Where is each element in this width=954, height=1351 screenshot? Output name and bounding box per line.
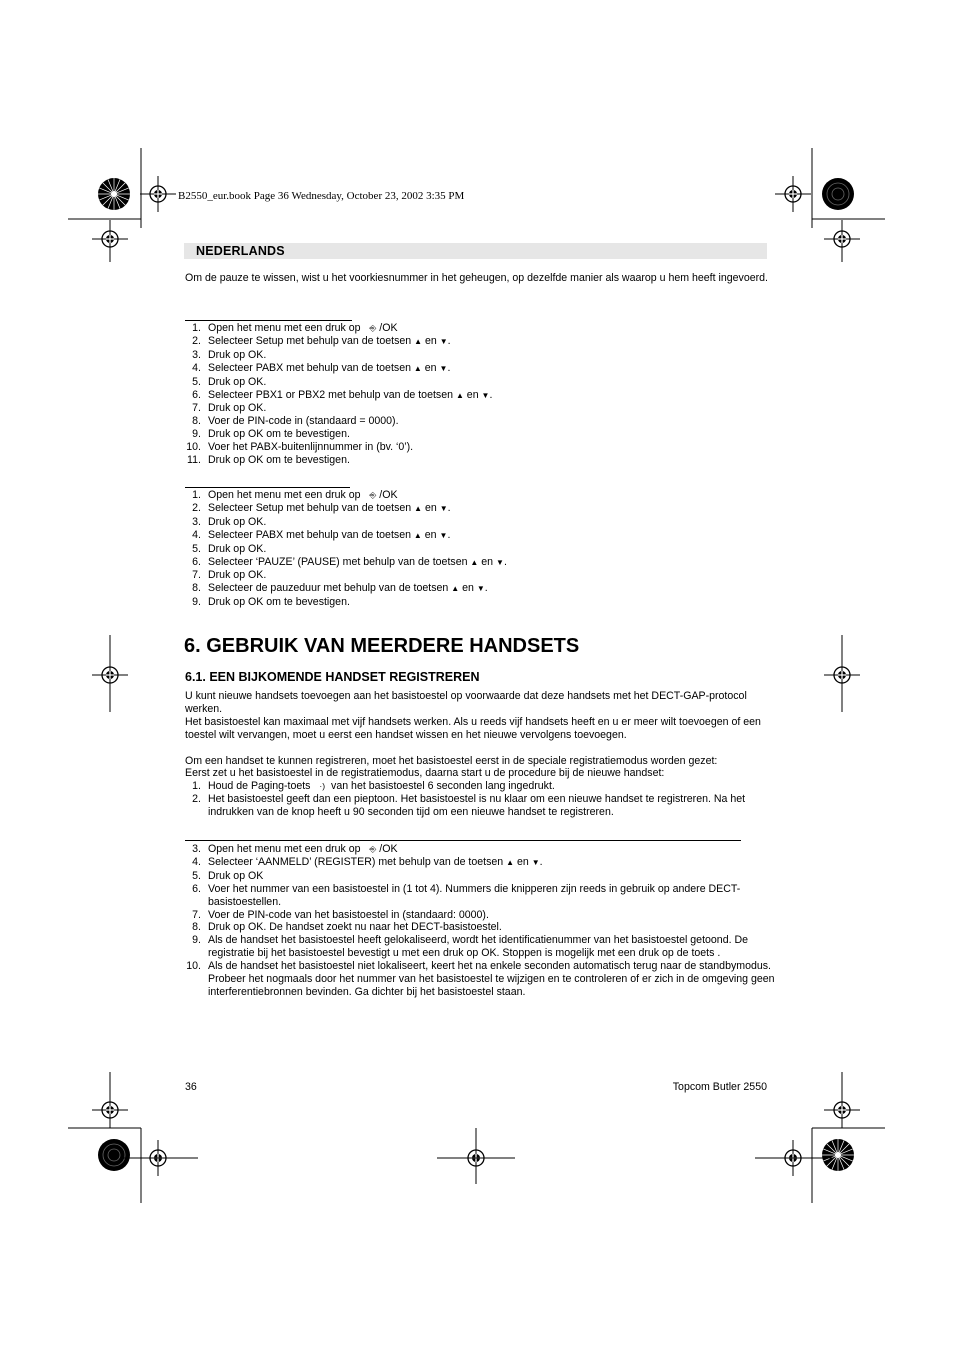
paragraph-procedure: Eerst zet u het basistoestel in de registratiemodus, daarna start u de procedure bij de nieuwe handset: [185, 767, 665, 779]
list-text: Selecteer Setup met behulp van de toetsen [208, 334, 415, 347]
list-text: . [447, 528, 451, 541]
paging-icon: ·) [319, 781, 326, 791]
list-handset [185, 843, 775, 999]
list-text: en [478, 555, 497, 568]
list-text: /OK [379, 489, 398, 501]
list-number: 7. [192, 908, 201, 921]
list-text: en [459, 582, 477, 595]
list-item [185, 793, 775, 819]
list-number: 8. [192, 921, 201, 934]
paragraph-max-handsets: Het basistoestel kan maximaal met vijf handsets werken. Als u reeds vijf handsets heeft en u er meer wilt toevoegen of een toestel wilt vervangen, moet u eerst een handset wissen en het nieuwe vervolgens toevoegen. [185, 716, 761, 741]
list-item [185, 909, 775, 922]
list-number: 3. [192, 348, 201, 361]
paragraph-protocol: U kunt nieuwe handsets toevoegen aan het basistoestel op voorwaarde dat deze handsets met het DECT-GAP-protocol werken. [185, 690, 747, 715]
list-text: Selecteer Setup met behulp van de toetsen [208, 501, 415, 514]
arrow-up-icon: ▲ [506, 857, 515, 867]
list-number: 1. [192, 489, 201, 501]
list-text: Druk op OK om te bevestigen. [208, 428, 350, 441]
arrow-down-icon: ▼ [496, 557, 504, 567]
list-item [185, 489, 507, 502]
list-item [185, 349, 492, 362]
list-text: . [447, 501, 451, 514]
list-item [185, 582, 507, 596]
list-item [185, 441, 492, 454]
list-item [185, 376, 492, 389]
list-item [185, 502, 507, 516]
list-number: 10. [186, 441, 201, 454]
list-text: en [422, 334, 440, 347]
menu-ok-icon: ⎆ [369, 844, 377, 854]
arrow-down-icon: ▼ [476, 584, 485, 594]
list-item [185, 362, 492, 376]
footer-product: Topcom Butler 2550 [672, 1081, 767, 1093]
list-number: 11. [187, 454, 201, 467]
list-text: en [422, 501, 440, 514]
list-item [185, 454, 492, 467]
rule-pause [185, 487, 350, 488]
list-item [185, 402, 492, 415]
list-text: Als de handset het basistoestel heeft gelokaliseerd, wordt het identificatienummer van het basistoestel getoond. De registratie bij het basistoestel bevestigt u met een druk op OK. Stoppen is mogelijk met een druk op de toets . [208, 934, 749, 960]
list-number: 8. [192, 582, 201, 595]
list-number: 5. [192, 375, 201, 388]
section-title: 6. GEBRUIK VAN MEERDERE HANDSETS [184, 635, 580, 657]
list-number: 4. [192, 855, 201, 868]
arrow-up-icon: ▲ [470, 557, 479, 567]
rule-handset [185, 840, 741, 841]
list-number: 4. [192, 528, 201, 541]
list-item [185, 596, 507, 609]
list-number: 5. [192, 542, 201, 555]
list-text: en [514, 855, 532, 868]
list-text: Selecteer ‘PAUZE’ (PAUSE) met behulp van de toetsen [208, 555, 471, 568]
list-number: 9. [192, 596, 201, 609]
list-pause [185, 489, 507, 609]
list-number: 2. [192, 501, 201, 514]
list-pabx [185, 322, 492, 467]
list-number: 1. [192, 322, 201, 334]
list-text: . [489, 388, 493, 401]
list-number: 10. [186, 960, 201, 973]
list-text: Druk op OK. [208, 402, 267, 415]
list-item [185, 960, 775, 999]
list-text: Druk op OK om te bevestigen. [208, 454, 350, 467]
list-text: Open het menu met een druk op [208, 843, 364, 855]
list-number: 1. [192, 780, 201, 792]
list-number: 6. [192, 555, 201, 568]
list-item [185, 516, 507, 529]
list-item [185, 556, 507, 570]
list-number: 7. [192, 402, 201, 415]
arrow-down-icon: ▼ [531, 857, 540, 867]
list-item [185, 335, 492, 349]
list-item [185, 428, 492, 441]
list-item [185, 415, 492, 428]
list-item [185, 780, 775, 793]
arrow-up-icon: ▲ [413, 530, 422, 540]
arrow-down-icon: ▼ [439, 503, 448, 513]
list-text: Selecteer PBX1 or PBX2 met behulp van de toetsen [208, 388, 456, 401]
list-text: Selecteer PABX met behulp van de toetsen [208, 528, 414, 541]
list-item [185, 843, 775, 856]
list-number: 8. [192, 415, 201, 428]
list-text: en [421, 361, 440, 374]
list-item [185, 921, 775, 934]
list-text: /OK [379, 322, 398, 334]
arrow-down-icon: ▼ [439, 336, 448, 346]
rule-pabx [185, 320, 352, 321]
list-number: 2. [192, 334, 201, 347]
list-text: Open het menu met een druk op [208, 489, 364, 501]
list-text: /OK [379, 843, 398, 855]
list-text: Selecteer PABX met behulp van de toetsen [208, 361, 414, 374]
page-number: 36 [185, 1081, 197, 1093]
list-text: . [484, 582, 488, 595]
arrow-up-icon: ▲ [413, 363, 422, 373]
menu-ok-icon: ⎆ [369, 490, 377, 500]
list-text: Druk op OK [208, 869, 264, 882]
list-number: 5. [192, 869, 201, 882]
list-text: van het basistoestel 6 seconden lang ingedrukt. [328, 780, 555, 792]
list-text: Het basistoestel geeft dan een pieptoon. Het basistoestel is nu klaar om een nieuwe handset te registreren. Na het indrukken van de knop heeft u 90 seconden tijd om een nieuwe handset te registreren. [208, 792, 746, 818]
language-label: NEDERLANDS [196, 244, 285, 258]
list-text: Druk op OK. [208, 542, 267, 555]
list-number: 9. [192, 428, 201, 441]
list-text: Druk op OK om te bevestigen. [208, 596, 350, 609]
list-text: Selecteer de pauzeduur met behulp van de toetsen [208, 582, 452, 595]
list-number: 3. [192, 843, 201, 855]
list-text: Voer het PABX-buitenlijnnummer in (bv. ‘0’). [208, 441, 414, 454]
arrow-up-icon: ▲ [455, 390, 464, 400]
list-item [185, 934, 775, 960]
list-number: 7. [192, 569, 201, 582]
list-number: 6. [192, 388, 201, 401]
list-text: Als de handset het basistoestel niet lokaliseert, keert het na enkele seconden automatisch terug naar de standbymodus. Probeer het nogmaals door het nummer van het basistoestel te wijzigen en te controleren of er zich in de omgeving geen interferentiebronnen bevinden. Ga dichter bij het basistoestel staan. [208, 960, 775, 998]
list-item [185, 529, 507, 543]
list-text: . [539, 855, 543, 868]
list-number: 3. [192, 515, 201, 528]
list-text: Voer de PIN-code van het basistoestel in (standaard: 0000). [208, 908, 489, 921]
language-bar [184, 243, 767, 259]
list-number: 2. [192, 792, 201, 805]
list-item [185, 856, 775, 870]
list-text: Open het menu met een druk op [208, 322, 364, 334]
subsection-title: 6.1. EEN BIJKOMENDE HANDSET REGISTREREN [185, 670, 480, 684]
list-number: 4. [192, 361, 201, 374]
intro-paragraph: Om de pauze te wissen, wist u het voorkiesnummer in het geheugen, op dezelfde manier als waarop u hem heeft ingevoerd. [185, 272, 768, 284]
list-text: . [503, 555, 507, 568]
list-text: en [421, 528, 440, 541]
arrow-down-icon: ▼ [481, 390, 490, 400]
list-text: Druk op OK. [208, 515, 267, 528]
list-text: Houd de Paging-toets [208, 780, 314, 792]
arrow-down-icon: ▼ [439, 363, 448, 373]
list-item [185, 543, 507, 556]
list-base [185, 780, 775, 819]
list-text: en [463, 388, 482, 401]
list-item [185, 870, 775, 883]
list-text: Voer het nummer van een basistoestel in (1 tot 4). Nummers die knipperen zijn reeds in gebruik op andere DECT-basistoestellen. [208, 882, 741, 908]
menu-ok-icon: ⎆ [369, 323, 377, 333]
list-item [185, 389, 492, 403]
list-item [185, 322, 492, 335]
list-text: Selecteer ‘AANMELD’ (REGISTER) met behulp van de toetsen [208, 855, 507, 868]
list-text: . [447, 361, 451, 374]
arrow-up-icon: ▲ [414, 336, 423, 346]
list-item [185, 883, 775, 909]
arrow-up-icon: ▲ [451, 584, 460, 594]
list-number: 6. [192, 882, 201, 895]
list-text: Druk op OK. [208, 569, 267, 582]
paragraph-registration: Om een handset te kunnen registreren, moet het basistoestel eerst in de speciale registratiemodus worden gezet: [185, 755, 718, 767]
list-text: . [447, 334, 451, 347]
list-text: Voer de PIN-code in (standaard = 0000). [208, 415, 399, 428]
list-number: 9. [192, 934, 201, 947]
list-item [185, 569, 507, 582]
list-text: Druk op OK. [208, 348, 267, 361]
list-text: Druk op OK. [208, 375, 267, 388]
list-text: Druk op OK. De handset zoekt nu naar het DECT-basistoestel. [208, 921, 502, 934]
book-info: B2550_eur.book Page 36 Wednesday, October 23, 2002 3:35 PM [178, 190, 465, 202]
arrow-down-icon: ▼ [439, 530, 448, 540]
arrow-up-icon: ▲ [414, 503, 423, 513]
